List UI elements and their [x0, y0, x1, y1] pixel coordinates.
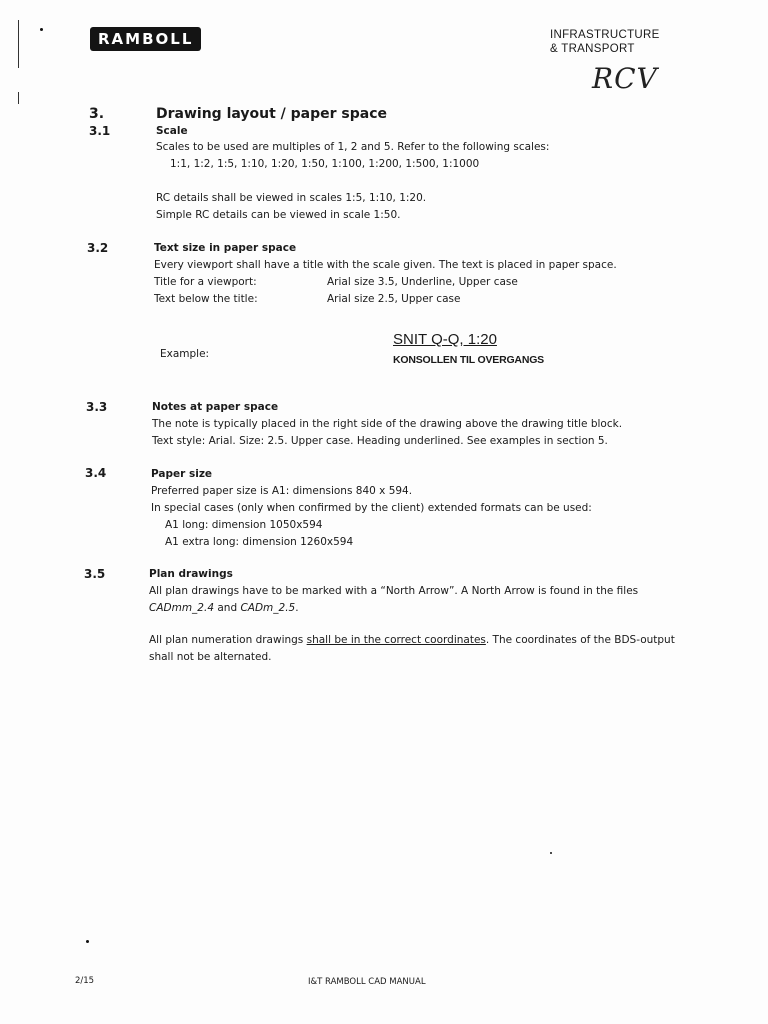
scan-speck: [40, 28, 43, 31]
coordinates-rule-emphasis: shall be in the correct coordinates: [306, 634, 486, 646]
subsection-number-3-1: 3.1: [89, 124, 111, 138]
a1-long-format: A1 long: dimension 1050x594: [165, 519, 323, 531]
scan-edge-mark: [18, 20, 19, 68]
manual-title: I&T RAMBOLL CAD MANUAL: [308, 977, 426, 987]
coordinates-rule: [149, 632, 675, 649]
viewport-title-rule: Every viewport shall have a title with the scale given. The text is placed in paper space.: [154, 259, 617, 271]
file-name-joiner: and: [214, 602, 241, 614]
example-viewport-title: SNIT Q-Q, 1:20: [393, 331, 497, 348]
preferred-paper-size: Preferred paper size is A1: dimensions 840 x 594.: [151, 485, 413, 497]
file-name-cadm: CADm_2.5: [240, 602, 296, 614]
subsection-title-paper-size: Paper size: [151, 468, 213, 480]
subsection-title-text-size: Text size in paper space: [154, 242, 297, 254]
notes-text-style: Text style: Arial. Size: 2.5. Upper case. Heading underlined. See examples in section 5.: [152, 435, 608, 447]
coordinates-rule-end: . The coordinates of the BDS-output: [485, 634, 675, 646]
rc-details-scale: RC details shall be viewed in scales 1:5, 1:10, 1:20.: [156, 192, 427, 204]
title-style: Arial size 3.5, Underline, Upper case: [327, 276, 518, 288]
division-name: [550, 28, 660, 56]
scan-speck: [550, 852, 552, 854]
scan-edge-mark: [18, 92, 19, 104]
notes-placement: The note is typically placed in the right side of the drawing above the drawing title block.: [152, 418, 623, 430]
subsection-title-scale: Scale: [156, 125, 188, 137]
ramboll-logo: RAMBOLL: [90, 27, 201, 51]
section-title: Drawing layout / paper space: [156, 106, 388, 122]
coordinates-rule-line-2: shall not be alternated.: [149, 651, 272, 663]
scale-intro: Scales to be used are multiples of 1, 2 and 5. Refer to the following scales:: [156, 141, 550, 153]
page-number: 2/15: [75, 976, 95, 986]
example-viewport-subtitle: KONSOLLEN TIL OVERGANGS: [393, 354, 544, 366]
coordinates-rule-start: All plan numeration drawings: [149, 634, 307, 646]
scan-speck: [86, 940, 89, 943]
subsection-number-3-3: 3.3: [86, 400, 108, 414]
division-line-2: & TRANSPORT: [550, 43, 635, 55]
handwritten-initials: RCV: [592, 62, 658, 95]
file-name-period: .: [295, 602, 299, 614]
example-label: Example:: [160, 348, 210, 360]
extended-formats-intro: In special cases (only when confirmed by the client) extended formats can be used:: [151, 502, 592, 514]
simple-rc-details-scale: Simple RC details can be viewed in scale 1:50.: [156, 209, 401, 221]
file-name-cadmm: CADmm_2.4: [149, 602, 215, 614]
subsection-title-notes: Notes at paper space: [152, 401, 279, 413]
subsection-number-3-5: 3.5: [84, 567, 106, 581]
subtitle-label: Text below the title:: [154, 293, 258, 305]
title-label: Title for a viewport:: [154, 276, 257, 288]
section-number: 3.: [89, 106, 105, 122]
north-arrow-files: [149, 600, 299, 617]
subtitle-style: Arial size 2.5, Upper case: [327, 293, 461, 305]
division-line-1: INFRASTRUCTURE: [550, 29, 660, 41]
subsection-number-3-4: 3.4: [85, 466, 107, 480]
subsection-title-plan-drawings: Plan drawings: [149, 568, 233, 580]
north-arrow-rule: All plan drawings have to be marked with a “North Arrow”. A North Arrow is found in the files: [149, 585, 639, 597]
a1-extra-long-format: A1 extra long: dimension 1260x594: [165, 536, 354, 548]
scale-list: 1:1, 1:2, 1:5, 1:10, 1:20, 1:50, 1:100, 1:200, 1:500, 1:1000: [170, 158, 480, 170]
subsection-number-3-2: 3.2: [87, 241, 109, 255]
